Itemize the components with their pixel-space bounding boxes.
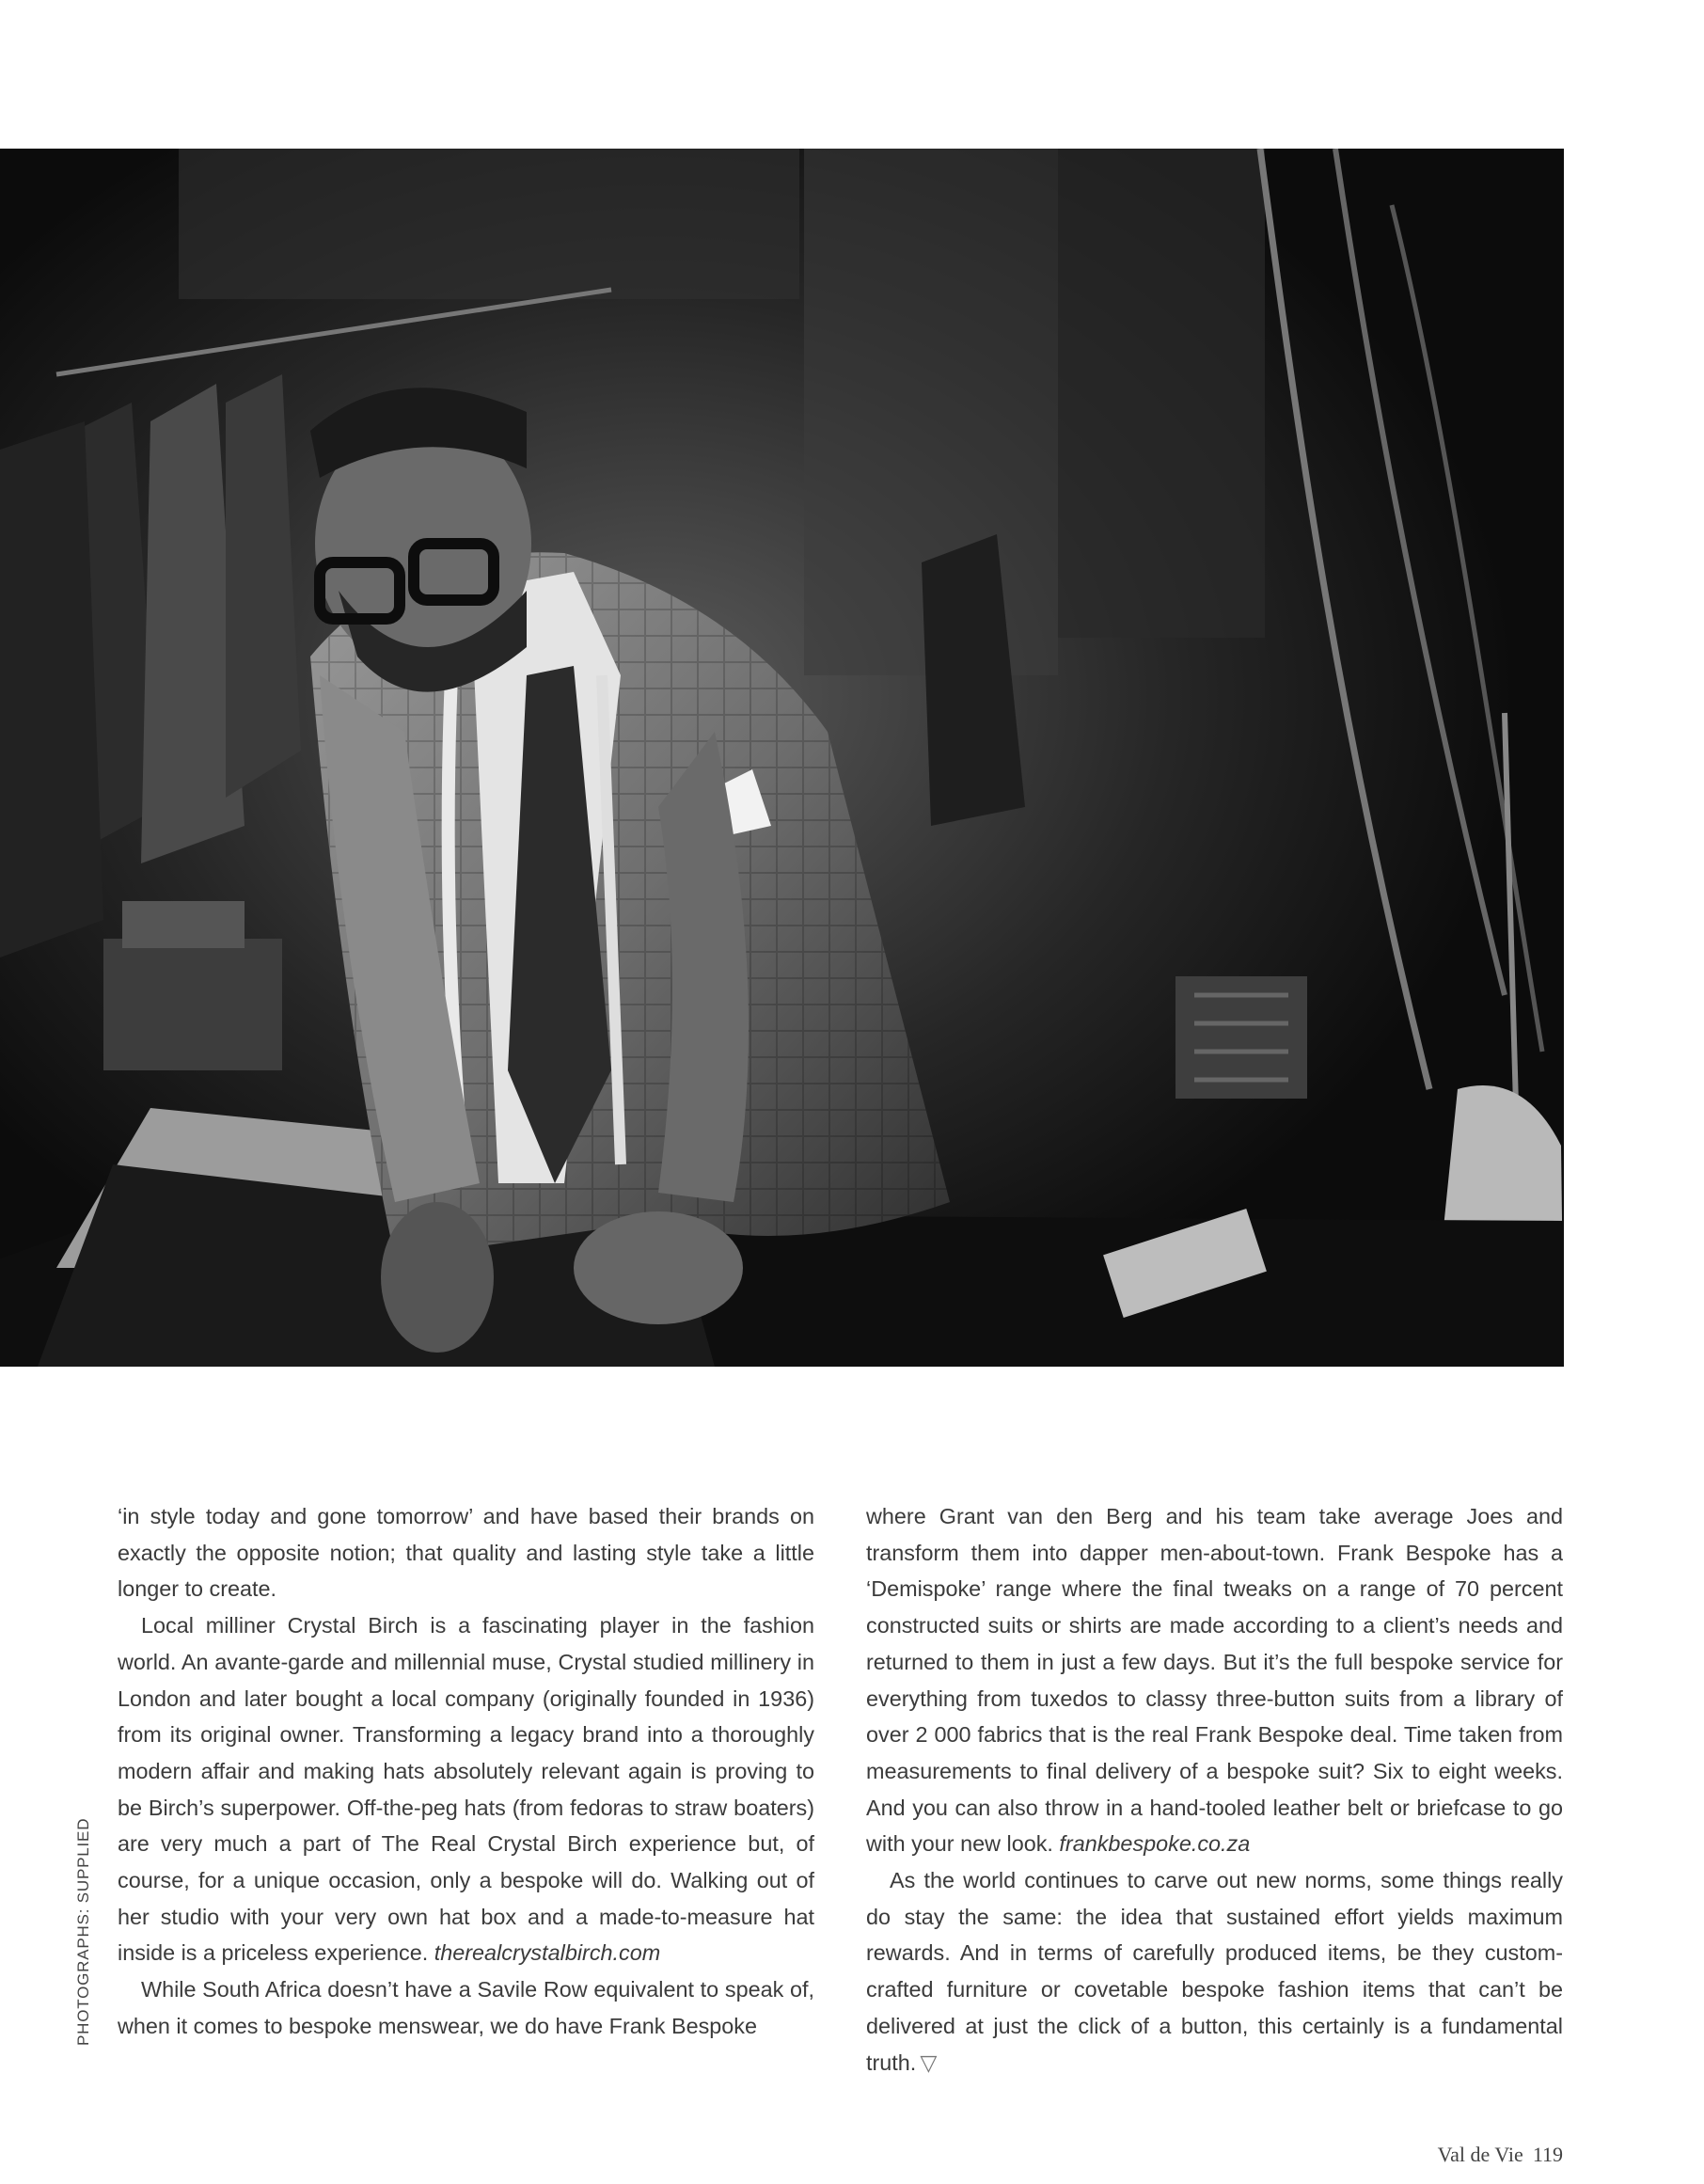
paragraph-text: While South Africa doesn’t have a Savile Row equivalent to speak of, when it comes to bespoke menswear, we do have Frank Bespoke: [118, 1977, 814, 2038]
page-footer: [1438, 2143, 1563, 2167]
website-link[interactable]: frankbespoke.co.za: [1059, 1831, 1251, 1857]
end-of-article-icon: ▽: [920, 2049, 938, 2075]
paragraph-text: Local milliner Crystal Birch is a fascinating player in the fashion world. An avante-garde and millennial muse, Crystal studied millinery in London and later bought a local company (originally founded in 1936) from its original owner. Transforming a legacy brand into a thoroughly modern affair and making hats absolutely relevant again is proving to be Birch’s superpower. Off-the-peg hats (from fedoras to straw boaters) are very much a part of The Real Crystal Birch experience but, of course, for a unique occasion, only a bespoke will do. Walking out of her studio with your very own hat box and a made-to-measure hat inside is a priceless experience.: [118, 1613, 814, 1966]
tailor-photo: [0, 149, 1564, 1367]
article-column-left: [118, 1498, 814, 2045]
paragraph: [118, 1607, 814, 1971]
paragraph-text: where Grant van den Berg and his team take average Joes and transform them into dapper men-about-town. Frank Bespoke has a ‘Demispoke’ range where the final tweaks on a range of 70 percent constructed suits or shirts are made according to a client’s needs and returned to them in just a few days. But it’s the full bespoke service for everything from tuxedos to classy three-button suits from a library of over 2 000 fabrics that is the real Frank Bespoke deal. Time taken from measurements to final delivery of a bespoke suit? Six to eight weeks. And you can also throw in a hand-tooled leather belt or briefcase to go with your new look.: [866, 1504, 1563, 1857]
paragraph-text: As the world continues to carve out new norms, some things really do stay the same: the idea that sustained effort yields maximum rewards. And in terms of carefully produced items, be they custom-crafted furniture or covetable bespoke fashion items that can’t be delivered at just the click of a button, this certainly is a fundamental truth.: [866, 1868, 1563, 2075]
photo-credit: PHOTOGRAPHS: SUPPLIED: [74, 1817, 92, 2046]
article-column-right: [866, 1498, 1563, 2081]
page-number: 119: [1532, 2143, 1563, 2166]
website-link[interactable]: therealcrystalbirch.com: [434, 1940, 661, 1966]
paragraph: [866, 1498, 1563, 1862]
tailor-photo-illustration: [0, 149, 1564, 1367]
paragraph: [118, 1971, 814, 2044]
paragraph-text: ‘in style today and gone tomorrow’ and have based their brands on exactly the opposite notion; that quality and lasting style take a little longer to create.: [118, 1504, 814, 1602]
paragraph: [118, 1498, 814, 1607]
publication-name: Val de Vie: [1437, 2143, 1523, 2166]
paragraph: [866, 1862, 1563, 2081]
